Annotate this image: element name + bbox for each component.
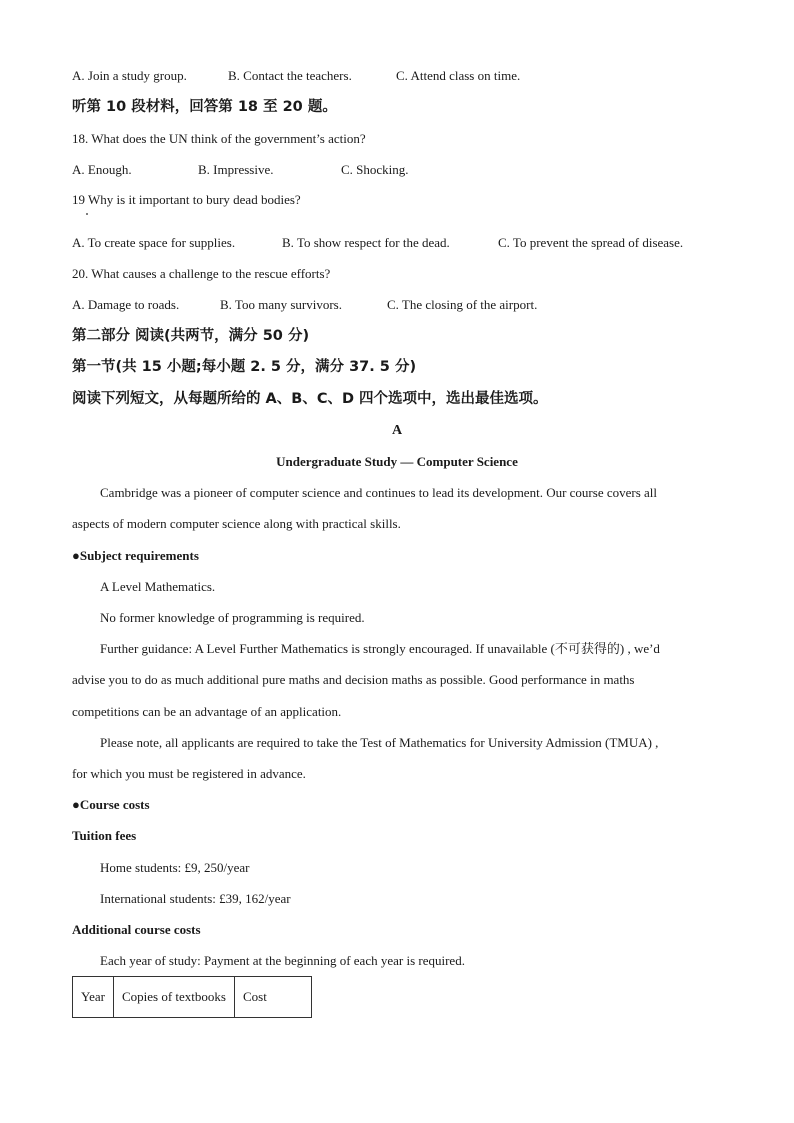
international-fee: International students: £39, 162/year xyxy=(100,891,291,906)
requirement-a-level: A Level Mathematics. xyxy=(100,579,216,594)
q19-options xyxy=(72,235,683,251)
additional-note: Each year of study: Payment at the beginning of each year is required. xyxy=(100,953,465,968)
intro-line-2: aspects of modern computer science along with practical skills. xyxy=(72,516,401,531)
q20-option-b: B. Too many survivors. xyxy=(220,297,342,312)
q17-option-a: A. Join a study group. xyxy=(72,68,187,83)
intro-line-1: Cambridge was a pioneer of computer science and continues to lead its development. Our course covers all xyxy=(100,485,658,500)
q18-option-c: C. Shocking. xyxy=(341,162,409,177)
additional-costs-heading: Additional course costs xyxy=(72,922,201,937)
instruction: 阅读下列短文，从每题所给的 A、B、C、D 四个选项中，选出最佳选项。 xyxy=(72,391,548,407)
home-fee: Home students: £9, 250/year xyxy=(100,860,250,875)
table-header-year: Year xyxy=(73,977,114,1018)
costs-table xyxy=(72,976,312,1018)
q17-option-c: C. Attend class on time. xyxy=(396,68,521,83)
q20-option-a: A. Damage to roads. xyxy=(72,297,180,312)
stray-mark xyxy=(86,213,88,215)
section10-header: 听第 10 段材料，回答第 18 至 20 题。 xyxy=(72,99,337,115)
table-header-copies: Copies of textbooks xyxy=(113,977,234,1018)
guidance-line-3: competitions can be an advantage of an application. xyxy=(72,704,342,719)
subject-requirements-heading: ●Subject requirements xyxy=(72,548,199,563)
q17-option-b: B. Contact the teachers. xyxy=(228,68,352,83)
q19-option-a: A. To create space for supplies. xyxy=(72,235,236,250)
q19-option-b: B. To show respect for the dead. xyxy=(282,235,450,250)
guidance-line-2: advise you to do as much additional pure maths and decision maths as possible. Good performance in maths xyxy=(72,672,635,687)
passage-title: Undergraduate Study — Computer Science xyxy=(276,454,518,469)
q19-question: 19 Why is it important to bury dead bodies? xyxy=(72,192,301,207)
table-header-cost: Cost xyxy=(234,977,311,1018)
q18-option-a: A. Enough. xyxy=(72,162,132,177)
q18-option-b: B. Impressive. xyxy=(198,162,274,177)
tuition-heading: Tuition fees xyxy=(72,828,137,843)
table-header-row xyxy=(73,977,312,1018)
q19-option-c: C. To prevent the spread of disease. xyxy=(498,235,684,250)
part2-header: 第二部分 阅读(共两节，满分 50 分) xyxy=(72,328,310,344)
q18-question: 18. What does the UN think of the government’s action? xyxy=(72,131,366,146)
q20-option-c: C. The closing of the airport. xyxy=(387,297,538,312)
q20-options xyxy=(72,297,537,313)
q20-question: 20. What causes a challenge to the rescue efforts? xyxy=(72,266,331,281)
q17-options xyxy=(72,68,520,84)
course-costs-heading: ●Course costs xyxy=(72,797,150,812)
requirement-programming: No former knowledge of programming is required. xyxy=(100,610,365,625)
note-line-2: for which you must be registered in advance. xyxy=(72,766,306,781)
passage-letter: A xyxy=(391,423,403,438)
guidance-line-1: Further guidance: A Level Further Mathematics is strongly encouraged. If unavailable (不可获得的) , we’d xyxy=(100,641,660,656)
section1-header: 第一节(共 15 小题;每小题 2. 5 分，满分 37. 5 分) xyxy=(72,359,417,375)
q18-options xyxy=(72,162,409,178)
note-line-1: Please note, all applicants are required to take the Test of Mathematics for University Admission (TMUA) , xyxy=(100,735,659,750)
